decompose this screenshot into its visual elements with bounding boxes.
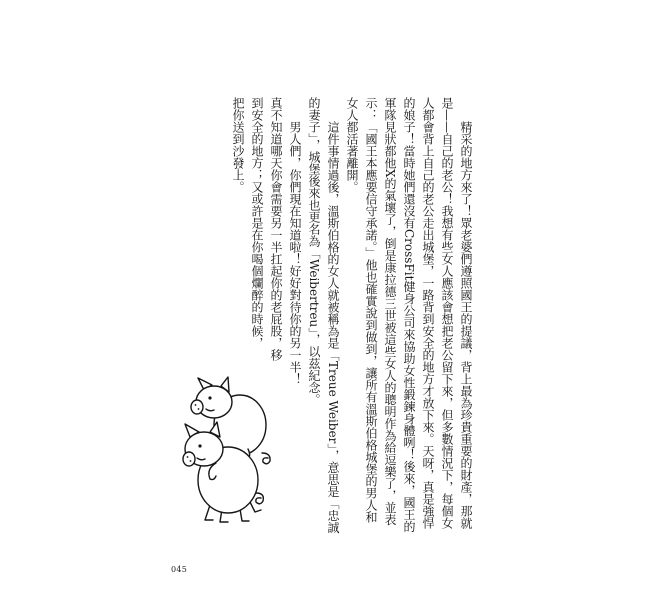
- text-column: 女人都活著離開。: [345, 97, 359, 193]
- text-column: 的妻子」，城堡後來也更名為「Weibertreu」，以茲紀念。: [307, 97, 321, 406]
- text-column: 的娘子！當時她們還沒有CrossFit健身公司來協助女性鍛鍊身體咧！後來，國王的: [402, 97, 416, 533]
- text-column: 男人們，你們現在知道啦！好好對待你的另一半！: [288, 121, 302, 385]
- text-column: 真不知道哪天你會需要另一半扛起你的老屁股，移: [269, 97, 283, 361]
- page-number: 045: [171, 565, 188, 574]
- text-column: 軍隊見狀都他X的氣壞了，倒是康拉德三世被這些女人的聰明作為給逗樂了，並表: [383, 97, 397, 526]
- text-column: 這件事情過後，溫斯伯格的女人就被稱為是「Treue Weiber」，意思是「忠誠: [326, 121, 340, 534]
- text-column: 把你送到沙發上。: [231, 97, 245, 193]
- pig-carrying-pig-illustration: [170, 375, 285, 535]
- text-column: 人都會背上自己的老公走出城堡，一路背到安全的地方才放下來。天呀，真是強悍: [421, 97, 435, 529]
- text-column: 示：「國王本應要信守承諾。」他也確實說到做到，讓所有溫斯伯格城堡的男人和: [364, 97, 378, 523]
- text-column: 精采的地方來了！眾老婆們遵照國王的提議，背上最為珍貴重要的財產，那就: [459, 121, 473, 529]
- text-column: 到安全的地方；又或許是在你喝個爛醉的時候，: [250, 97, 264, 349]
- text-column: 是——自己的老公！我想有些女人應該會想把老公留下來，但多數情況下，每個女: [440, 97, 454, 529]
